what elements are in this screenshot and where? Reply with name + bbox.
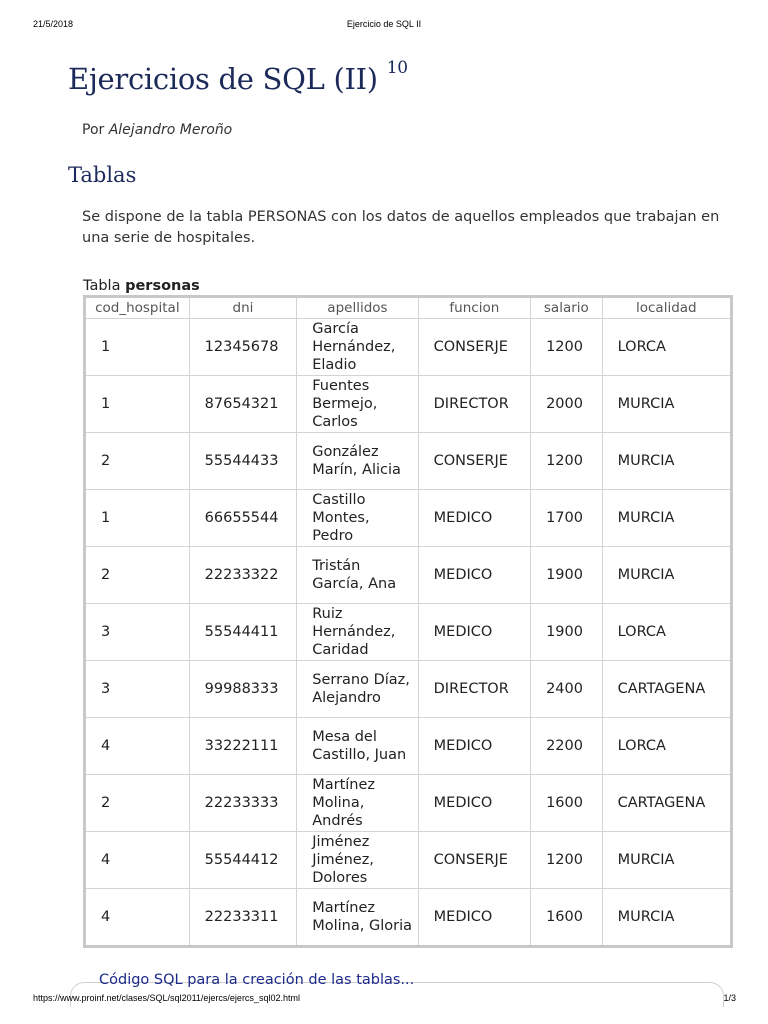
header-salario: salario — [531, 297, 603, 319]
header-apellidos: apellidos — [297, 297, 418, 319]
cell-localidad: LORCA — [602, 718, 731, 775]
print-header — [0, 19, 768, 33]
cell-apellidos: Castillo Montes, Pedro — [297, 490, 418, 547]
cell-salario: 1200 — [531, 433, 603, 490]
print-page-number: 1/3 — [723, 993, 736, 1003]
cell-localidad: CARTAGENA — [602, 775, 731, 832]
cell-dni: 99988333 — [189, 661, 297, 718]
cell-cod-hospital: 1 — [85, 376, 190, 433]
cell-apellidos: Ruiz Hernández, Caridad — [297, 604, 418, 661]
header-funcion: funcion — [418, 297, 530, 319]
title-superscript: 10 — [386, 58, 408, 78]
cell-salario: 1600 — [531, 889, 603, 947]
cell-salario: 1600 — [531, 775, 603, 832]
cell-dni: 12345678 — [189, 319, 297, 376]
cell-apellidos: Fuentes Bermejo, Carlos — [297, 376, 418, 433]
cell-salario: 1700 — [531, 490, 603, 547]
cell-salario: 1900 — [531, 604, 603, 661]
cell-apellidos: Serrano Díaz, Alejandro — [297, 661, 418, 718]
print-title: Ejercicio de SQL II — [346, 19, 422, 29]
print-url: https://www.proinf.net/clases/SQL/sql2011/ejercs/ejercs_sql02.html — [33, 993, 300, 1003]
cell-salario: 2400 — [531, 661, 603, 718]
caption-table-name: personas — [125, 278, 200, 294]
table-row — [85, 433, 732, 490]
cell-localidad: CARTAGENA — [602, 661, 731, 718]
cell-funcion: MEDICO — [418, 718, 530, 775]
table-row — [85, 718, 732, 775]
cell-localidad: LORCA — [602, 319, 731, 376]
cell-funcion: MEDICO — [418, 547, 530, 604]
cell-funcion: MEDICO — [418, 889, 530, 947]
cell-funcion: DIRECTOR — [418, 661, 530, 718]
table-row — [85, 604, 732, 661]
cell-cod-hospital: 1 — [85, 319, 190, 376]
cell-localidad: LORCA — [602, 604, 731, 661]
cell-cod-hospital: 2 — [85, 775, 190, 832]
cell-dni: 55544433 — [189, 433, 297, 490]
table-row — [85, 490, 732, 547]
table-row — [85, 775, 732, 832]
print-date: 21/5/2018 — [33, 19, 74, 29]
page-title — [68, 58, 408, 96]
cell-localidad: MURCIA — [602, 433, 731, 490]
table-row — [85, 889, 732, 947]
cell-cod-hospital: 3 — [85, 604, 190, 661]
cell-funcion: CONSERJE — [418, 832, 530, 889]
personas-table — [83, 295, 733, 948]
cell-localidad: MURCIA — [602, 490, 731, 547]
cell-cod-hospital: 4 — [85, 718, 190, 775]
cell-funcion: MEDICO — [418, 490, 530, 547]
cell-apellidos: Martínez Molina, Gloria — [297, 889, 418, 947]
header-localidad: localidad — [602, 297, 731, 319]
cell-dni: 66655544 — [189, 490, 297, 547]
cell-localidad: MURCIA — [602, 889, 731, 947]
table-row — [85, 832, 732, 889]
cell-funcion: MEDICO — [418, 604, 530, 661]
cell-dni: 22233311 — [189, 889, 297, 947]
author-name: Alejandro Meroño — [108, 122, 233, 138]
table-row — [85, 661, 732, 718]
cell-dni: 22233322 — [189, 547, 297, 604]
cell-dni: 87654321 — [189, 376, 297, 433]
cell-cod-hospital: 3 — [85, 661, 190, 718]
header-cod-hospital: cod_hospital — [85, 297, 190, 319]
table-row — [85, 547, 732, 604]
table-caption — [83, 278, 200, 294]
cell-dni: 33222111 — [189, 718, 297, 775]
cell-salario: 2200 — [531, 718, 603, 775]
intro-paragraph: Se dispone de la tabla PERSONAS con los datos de aquellos empleados que trabajan en una serie de hospitales. — [82, 209, 720, 246]
cell-apellidos: Jiménez Jiménez, Dolores — [297, 832, 418, 889]
cell-cod-hospital: 2 — [85, 547, 190, 604]
cell-cod-hospital: 4 — [85, 832, 190, 889]
cell-cod-hospital: 2 — [85, 433, 190, 490]
cell-dni: 55544412 — [189, 832, 297, 889]
cell-dni: 55544411 — [189, 604, 297, 661]
byline-prefix: Por — [82, 122, 105, 138]
cell-apellidos: Martínez Molina, Andrés — [297, 775, 418, 832]
cell-dni: 22233333 — [189, 775, 297, 832]
cell-funcion: CONSERJE — [418, 433, 530, 490]
cell-apellidos: Mesa del Castillo, Juan — [297, 718, 418, 775]
cell-funcion: CONSERJE — [418, 319, 530, 376]
cell-localidad: MURCIA — [602, 376, 731, 433]
cell-salario: 1900 — [531, 547, 603, 604]
cell-cod-hospital: 4 — [85, 889, 190, 947]
page-title-text: Ejercicios de SQL (II) — [68, 62, 378, 96]
table-row — [85, 319, 732, 376]
cell-funcion: DIRECTOR — [418, 376, 530, 433]
cell-apellidos: Tristán García, Ana — [297, 547, 418, 604]
header-dni: dni — [189, 297, 297, 319]
cell-salario: 2000 — [531, 376, 603, 433]
cell-funcion: MEDICO — [418, 775, 530, 832]
cell-localidad: MURCIA — [602, 832, 731, 889]
table-header-row — [85, 297, 732, 319]
cell-apellidos: García Hernández, Eladio — [297, 319, 418, 376]
cell-salario: 1200 — [531, 319, 603, 376]
print-footer — [0, 993, 768, 1007]
cell-apellidos: González Marín, Alicia — [297, 433, 418, 490]
cell-cod-hospital: 1 — [85, 490, 190, 547]
caption-prefix: Tabla — [83, 278, 121, 294]
section-title: Tablas — [68, 163, 137, 187]
cell-localidad: MURCIA — [602, 547, 731, 604]
cell-salario: 1200 — [531, 832, 603, 889]
table-row — [85, 376, 732, 433]
sql-code-link[interactable]: Código SQL para la creación de las tablas... — [99, 972, 415, 988]
byline — [82, 122, 232, 138]
